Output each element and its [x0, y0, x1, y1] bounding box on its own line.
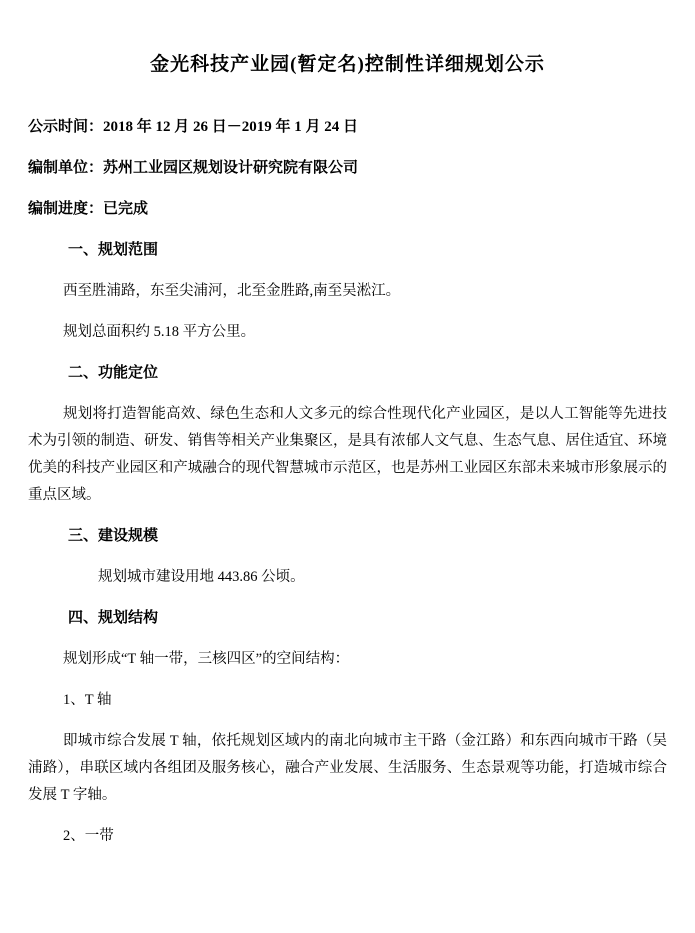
total-area-paragraph: 规划总面积约 5.18 平方公里。 [63, 324, 256, 340]
subsection-label-one-belt: 2、一带 [63, 828, 114, 844]
publicity-period-line: 公示时间：2018 年 12 月 26 日－2019 年 1 月 24 日 [28, 119, 359, 135]
planning-scope-boundaries-paragraph: 西至胜浦路，东至尖浦河，北至金胜路,南至吴淞江。 [63, 283, 401, 299]
section-heading-planning-structure: 四、规划结构 [68, 610, 159, 626]
section-heading-construction-scale: 三、建设规模 [68, 528, 159, 544]
function-positioning-paragraph: 规划将打造智能高效、绿色生态和人文多元的综合性现代化产业园区，是以人工智能等先进技术为引领的制造、研发、销售等相关产业集聚区，是具有浓郁人文气息、生态气息、居住适宜、环境优美的科技产业园区和产城融合的现代智慧城市示范区，也是苏州工业园区东部未来城市形象展示的重点区域。 [28, 406, 667, 503]
compilation-progress-line: 编制进度：已完成 [28, 201, 149, 217]
section-heading-function-positioning: 二、功能定位 [68, 365, 159, 381]
subsection-label-t-axis: 1、T 轴 [63, 692, 112, 708]
construction-land-paragraph: 规划城市建设用地 443.86 公顷。 [98, 569, 305, 585]
section-heading-planning-scope: 一、规划范围 [68, 242, 159, 258]
compiling-unit-line: 编制单位：苏州工业园区规划设计研究院有限公司 [28, 160, 359, 176]
document-title: 金光科技产业园(暂定名)控制性详细规划公示 [150, 54, 545, 75]
t-axis-description-paragraph: 即城市综合发展 T 轴，依托规划区域内的南北向城市主干路（金江路）和东西向城市干路（吴浦路），串联区域内各组团及服务核心，融合产业发展、生活服务、生态景观等功能，打造城市综合发展 T 字轴。 [28, 733, 667, 803]
planning-structure-intro-paragraph: 规划形成“T 轴一带，三核四区”的空间结构： [63, 651, 350, 667]
